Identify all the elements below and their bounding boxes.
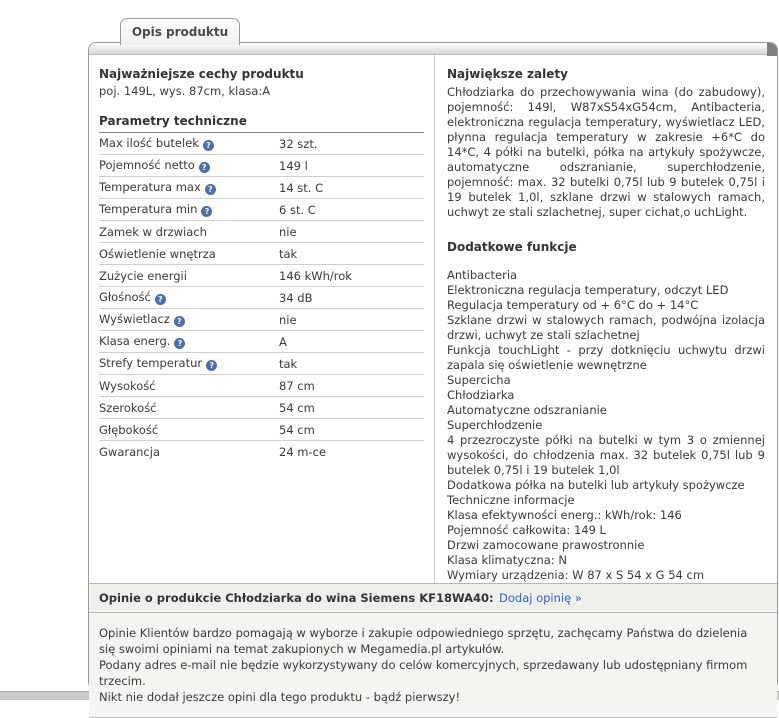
spec-label: Wyświetlacz: [99, 312, 170, 326]
function-item: Dodatkowa półka na butelki lub artykuły spożywcze: [447, 478, 745, 492]
reviews-heading: Opinie o produkcie Chłodziarka do wina Siemens KF18WA40:: [99, 591, 494, 605]
help-icon[interactable]: ?: [155, 294, 166, 305]
spec-value: 14 st. C: [279, 177, 424, 199]
advantages-text: Chłodziarka do przechowywania wina (do zabudowy), pojemność: 149l, W87xS54xG54cm, Antibacteria, elektroniczna regulacja temperatury, wyświetlacz LED, płynna regulacja temperatury w zakresie +6*C do 14*C, 4 półki na butelki, półka na artykuły spożywcze, automatyczne odszranianie, superchłodzenie, pojemność: max. 32 butelki 0,75l lub 9 butelek 0,75l i 19 butelek 1,0l, szklane drzwi w stalowych ramach, uchwyt ze stali szlachetnej, super cichat,o uchLight.: [447, 85, 765, 219]
table-row: [99, 287, 424, 309]
content-columns: [89, 55, 777, 583]
table-row: [99, 353, 424, 375]
reviews-info-box: [89, 613, 777, 718]
reviews-info-line: Podany adres e-mail nie będzie wykorzystywany do celów komercyjnych, sprzedawany lub udostępniany firmom trzecim.: [99, 658, 748, 688]
tab-product-description[interactable]: [120, 18, 240, 45]
spec-value: tak: [279, 243, 424, 265]
table-row: [99, 199, 424, 221]
spec-label: Głębokość: [99, 422, 159, 437]
table-row: [99, 309, 424, 331]
add-review-link[interactable]: Dodaj opinię »: [499, 591, 582, 605]
help-icon[interactable]: ?: [206, 360, 217, 371]
function-item: Regulacja temperatury od + 6°C do + 14°C: [447, 298, 699, 312]
spec-label: Strefy temperatur: [99, 356, 203, 370]
function-item: Funkcja touchLight - przy dotknięciu uchwytu drzwi zapala się oświetlenie wewnętrzne: [447, 343, 765, 372]
spec-label: Wysokość: [99, 378, 156, 393]
spec-label: Klasa energ.: [99, 334, 171, 348]
function-item: Klasa efektywności energ.: kWh/rok: 146: [447, 508, 682, 522]
description-column: [435, 55, 777, 583]
spec-label: Zamek w drzwiach: [99, 224, 207, 239]
function-item: Szklane drzwi w stalowych ramach, podwójna izolacja drzwi, uchwyt ze stali szlachetnej: [447, 313, 765, 342]
function-item: Antibacteria: [447, 268, 518, 282]
spec-label: Oświetlenie wnętrza: [99, 246, 216, 261]
spec-value: tak: [279, 353, 424, 375]
table-row: [99, 441, 424, 463]
function-item: Elektroniczna regulacja temperatury, odczyt LED: [447, 283, 729, 297]
table-row: [99, 397, 424, 419]
table-row: [99, 221, 424, 243]
spec-label: Max ilość butelek: [99, 136, 199, 150]
spec-label: Szerokość: [99, 400, 157, 415]
help-icon[interactable]: ?: [201, 206, 212, 217]
function-item: Klasa klimatyczna: N: [447, 553, 567, 567]
function-item: Techniczne informacje: [447, 493, 575, 507]
table-row: [99, 375, 424, 397]
spec-label: Temperatura min: [99, 202, 198, 216]
function-item: Pojemność całkowita: 149 L: [447, 523, 606, 537]
function-item: Supercicha: [447, 373, 511, 387]
help-icon[interactable]: ?: [203, 140, 214, 151]
spec-table: [99, 133, 424, 462]
spec-value: 54 cm: [279, 419, 424, 441]
help-icon[interactable]: ?: [174, 316, 185, 327]
spec-value: A: [279, 331, 424, 353]
spec-label: Zużycie energii: [99, 268, 187, 283]
table-row: [99, 155, 424, 177]
function-item: Superchłodzenie: [447, 418, 543, 432]
spec-value: 146 kWh/rok: [279, 265, 424, 287]
product-features-heading: Najważniejsze cechy produktu: [99, 67, 304, 81]
function-item: Chłodziarka: [447, 388, 515, 402]
specs-column: [89, 55, 435, 583]
table-row: [99, 265, 424, 287]
spec-value: 87 cm: [279, 375, 424, 397]
help-icon[interactable]: ?: [205, 184, 216, 195]
table-row: [99, 331, 424, 353]
product-description-panel: [88, 42, 778, 704]
spec-value: nie: [279, 309, 424, 331]
function-item: 4 przezroczyste półki na butelki w tym 3 o zmiennej wysokości, do chłodzenia max. 32 butelek 0,75l lub 9 butelek 0,75l i 19 butelek 1,0l: [447, 433, 765, 477]
advantages-heading: Największe zalety: [447, 67, 568, 81]
spec-value: 34 dB: [279, 287, 424, 309]
spec-label: Pojemność netto: [99, 158, 195, 172]
table-row: [99, 419, 424, 441]
spec-value: 149 l: [279, 155, 424, 177]
help-icon[interactable]: ?: [199, 162, 210, 173]
product-summary: poj. 149L, wys. 87cm, klasa:A: [99, 84, 271, 98]
reviews-info-line: Nikt nie dodał jeszcze opini dla tego produktu - bądź pierwszy!: [99, 690, 461, 704]
additional-functions-heading: Dodatkowe funkcje: [447, 240, 577, 254]
spec-value: 54 cm: [279, 397, 424, 419]
technical-params-heading: Parametry techniczne: [99, 114, 424, 133]
function-item: Wymiary urządzenia: W 87 x S 54 x G 54 cm: [447, 568, 705, 582]
table-row: [99, 243, 424, 265]
additional-functions-list: [447, 268, 765, 583]
spec-value: 24 m-ce: [279, 444, 327, 459]
panel-corner-shadow: [767, 43, 777, 56]
table-row: [99, 133, 424, 155]
spec-value: nie: [279, 221, 424, 243]
spec-value: 6 st. C: [279, 199, 424, 221]
spec-label: Temperatura max: [99, 180, 201, 194]
spec-label: Gwarancja: [99, 444, 160, 459]
tab-label: Opis produktu: [131, 25, 229, 39]
reviews-info-line: Opinie Klientów bardzo pomagają w wyborze i zakupie odpowiedniego sprzętu, zachęcamy Państwa do dzielenia się swoimi opiniami na temat zakupionych w Megamedia.pl artykułów.: [99, 626, 748, 656]
function-item: Drzwi zamocowane prawostronnie: [447, 538, 645, 552]
reviews-header: [89, 583, 777, 613]
table-row: [99, 177, 424, 199]
help-icon[interactable]: ?: [174, 338, 185, 349]
spec-value: 32 szt.: [279, 133, 424, 155]
function-item: Automatyczne odszranianie: [447, 403, 607, 417]
spec-label: Głośność: [99, 290, 151, 304]
